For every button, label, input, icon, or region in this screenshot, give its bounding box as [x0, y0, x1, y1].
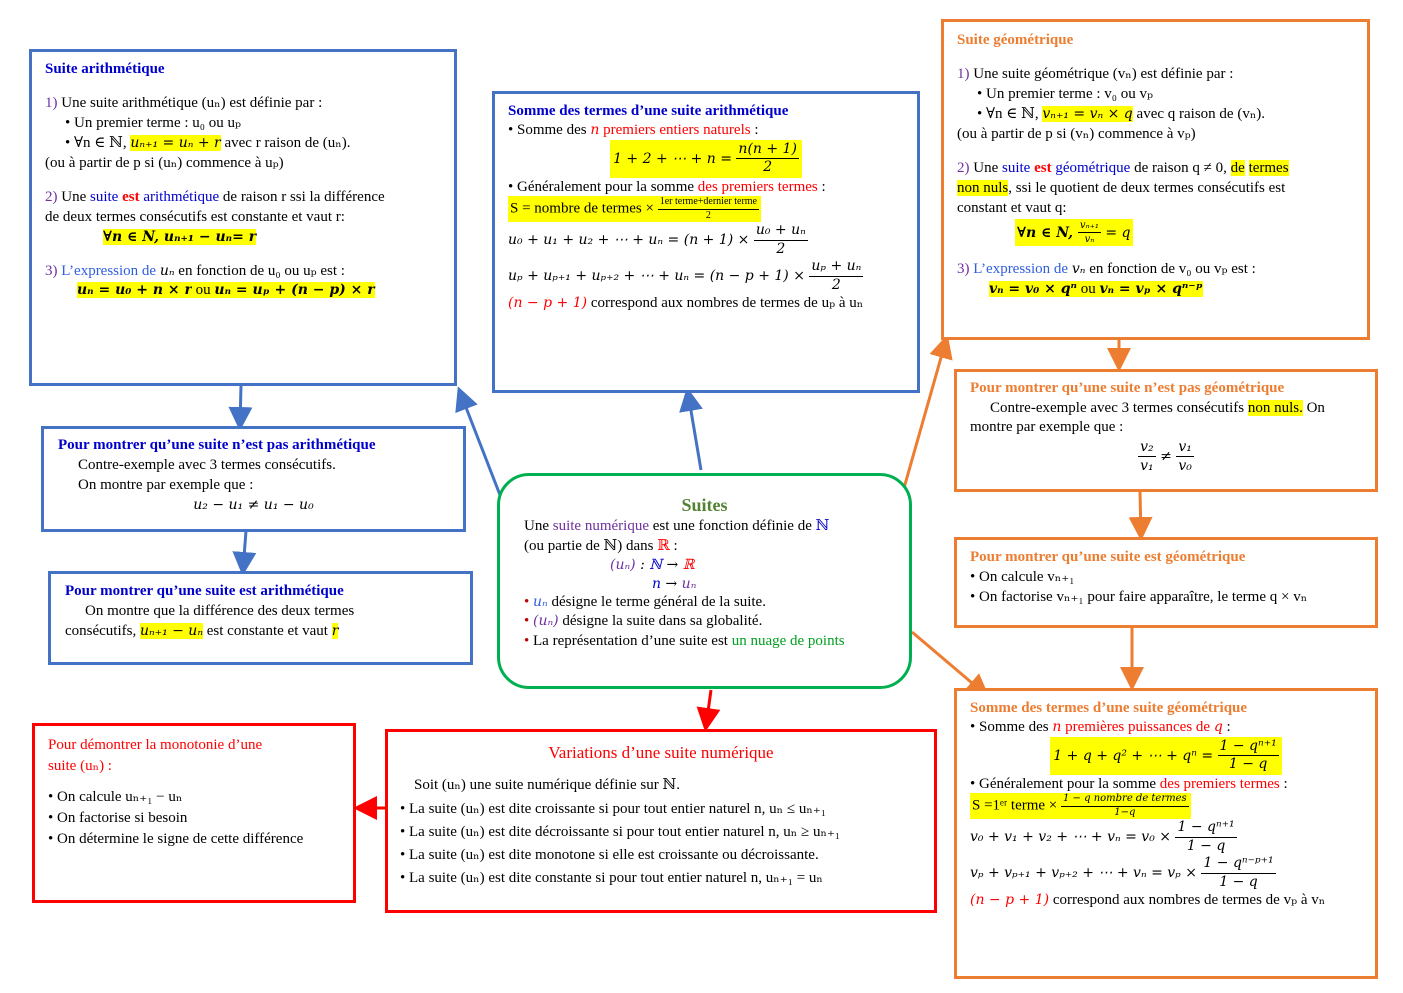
is-arith-l2-pre: consécutifs,	[65, 622, 140, 639]
arrow-not-arith-to-is-arith	[243, 531, 246, 570]
variations-monotone: • La suite (uₙ) est dite monotone si elle est croissante ou décroissante.	[400, 847, 819, 864]
somme-geo-l1-red: premières puissances de	[1061, 718, 1214, 735]
geo-p2-a: Une	[969, 159, 1002, 176]
geo-p2-geo: géométrique	[1055, 159, 1131, 176]
somme-arith-f1-den: 2	[763, 159, 773, 175]
arrow-arith-to-not-arith	[240, 386, 241, 425]
geo-p2-l2	[957, 179, 1354, 199]
arith-note: (ou à partir de p si (uₙ) commence à uₚ)	[45, 154, 284, 171]
arith-first-term	[45, 114, 441, 134]
somme-arith-f2-num: 1er terme+dernier terme	[658, 196, 759, 210]
somme-arith-l1-post: :	[750, 121, 759, 138]
not-geo-den1: v₁	[1140, 457, 1154, 474]
somme-geo-f4-num: 1 − qⁿ⁻ᵖ⁺¹	[1201, 855, 1275, 874]
somme-arith-l1-pre: • Somme des	[508, 121, 591, 138]
suites-map-1	[524, 556, 885, 574]
not-geo-num1: v₂	[1138, 438, 1156, 457]
geo-p3-vn: vₙ	[1071, 261, 1086, 278]
arith-title: Suite arithmétique	[45, 61, 165, 77]
somme-arith-f2	[508, 196, 761, 222]
arrow-not-geo-to-is-geo	[1140, 492, 1141, 535]
not-geo-num2: v₁	[1176, 438, 1194, 457]
suites-b1	[524, 593, 885, 613]
mono-title-l2: suite (uₙ) :	[48, 758, 112, 774]
mono-box	[32, 723, 356, 903]
somme-geo-l5	[970, 891, 1362, 910]
somme-geo-l2-red: des premiers termes	[1159, 775, 1280, 792]
somme-geo-l5-rest: correspond aux nombres de termes de vₚ à vₙ	[1049, 892, 1326, 909]
somme-geo-f1-frac	[1218, 738, 1279, 774]
arith-p2-rest: de raison r ssi la différence	[219, 188, 385, 205]
arith-p3	[45, 262, 441, 282]
geo-box	[941, 19, 1370, 340]
somme-arith-f2-row	[508, 196, 904, 222]
arrow-suites-to-somme-geo	[912, 632, 985, 694]
geo-p2-b: de raison q ≠ 0,	[1130, 159, 1231, 176]
arrow-suites-to-somme-arith	[688, 393, 701, 470]
geo-b2-post: avec q raison de (vₙ).	[1132, 105, 1266, 122]
spacer	[45, 80, 441, 94]
not-geo-l2: montre par exemple que :	[970, 419, 1124, 435]
arith-p2-est: est	[122, 188, 140, 205]
geo-p2-f-num: vₙ₊₁	[1078, 219, 1101, 233]
suites-box	[497, 473, 912, 689]
suites-l2-pre: (ou partie de ℕ) dans	[524, 537, 658, 554]
somme-arith-l2-post: :	[817, 178, 826, 195]
not-arith-formula: u₂ − u₁ ≠ u₁ − u₀	[193, 496, 314, 513]
somme-arith-f4-den: 2	[831, 276, 841, 293]
geo-b2-pre: • ∀n ∈ ℕ,	[977, 105, 1043, 122]
somme-arith-f3-num: u₀ + uₙ	[754, 222, 808, 241]
geo-recurrence	[957, 105, 1354, 125]
somme-arith-l1	[508, 121, 904, 140]
is-geo-box	[954, 537, 1378, 628]
arith-explicit-2: uₙ = uₚ + (n − p) × r	[214, 282, 375, 299]
somme-arith-l2-pre: • Généralement pour la somme	[508, 178, 698, 195]
not-geo-frac-1	[1138, 438, 1156, 475]
arith-p3-un: uₙ	[159, 262, 175, 279]
somme-arith-l5-red: (n − p + 1)	[508, 295, 588, 312]
arith-p3-num: 3)	[45, 262, 58, 279]
somme-arith-f3-frac	[754, 222, 808, 258]
is-arith-r: r	[331, 622, 339, 639]
geo-explicit-1: vₙ = v₀ × qⁿ	[989, 281, 1077, 298]
geo-recurrence-formula: vₙ₊₁ = vₙ × q	[1042, 105, 1133, 122]
somme-geo-f4-row	[970, 855, 1362, 891]
variations-croissante: • La suite (uₙ) est dite croissante si pour tout entier naturel n, uₙ ≤ uₙ₊₁	[400, 800, 826, 817]
somme-geo-l1-post: :	[1222, 718, 1231, 735]
not-geo-frac-2	[1176, 438, 1194, 475]
arith-def-num: 1)	[45, 94, 58, 111]
geo-p2-f-pre: ∀n ∈ N,	[1017, 224, 1078, 241]
geo-p2-suite: suite	[1002, 159, 1031, 176]
geo-p2-formula-row	[957, 219, 1354, 247]
is-arith-l1: On montre que la différence des deux termes	[85, 602, 355, 619]
suites-l1-N: ℕ	[815, 518, 830, 535]
geo-p2-frac	[1078, 219, 1101, 247]
not-geo-neq: ≠	[1155, 448, 1177, 465]
suites-m1-a: (uₙ)	[610, 557, 636, 574]
geo-p3	[957, 260, 1354, 280]
suites-l1	[524, 517, 885, 537]
not-geo-title: Pour montrer qu’une suite n’est pas géométrique	[970, 380, 1285, 396]
somme-geo-f4-den: 1 − q	[1219, 873, 1258, 890]
suites-l1-pre: Une	[524, 518, 553, 535]
geo-p2-l2-rest: , ssi le quotient de deux termes consécutifs est	[1008, 179, 1286, 196]
geo-p1	[957, 65, 1354, 85]
suites-m1-b: :	[635, 557, 650, 574]
somme-geo-f3-frac	[1175, 819, 1236, 855]
arrow-suites-to-variations	[706, 690, 711, 726]
suites-map-2	[524, 575, 885, 593]
variations-l0: Soit (uₙ) une suite numérique définie sur ℕ.	[414, 777, 680, 794]
suites-b3	[524, 632, 885, 652]
geo-p3-a: L’expression de	[969, 261, 1072, 278]
mono-l3: • On détermine le signe de cette différence	[48, 831, 304, 847]
arith-b2-post: avec r raison de (uₙ).	[220, 134, 351, 151]
not-arith-box	[41, 426, 466, 532]
suites-l2	[524, 537, 885, 557]
variations-decroissante: • La suite (uₙ) est dite décroissante si pour tout entier naturel n, uₙ ≥ uₙ₊₁	[400, 823, 841, 840]
geo-explicit-2: vₙ = vₚ × qⁿ⁻ᵖ	[1099, 281, 1203, 298]
arith-p3-rest: en fonction de u₀ ou uₚ est :	[174, 262, 345, 279]
geo-p2-formula	[1015, 219, 1133, 247]
mono-title-l1: Pour démontrer la monotonie d’une	[48, 737, 263, 753]
somme-geo-f2-lhs: S =1ᵉʳ terme ×	[972, 797, 1062, 814]
somme-geo-title: Somme des termes d’une suite géométrique	[970, 700, 1248, 716]
somme-arith-f3-lhs: u₀ + u₁ + u₂ + ⋯ + uₙ = (n + 1) ×	[508, 232, 754, 249]
somme-geo-f1-den: 1 − q	[1228, 756, 1268, 772]
geo-p2-nonnuls: non nuls	[957, 179, 1009, 196]
not-geo-den2: v₀	[1178, 457, 1192, 474]
suites-m2-arrow: →	[661, 575, 682, 592]
arith-p2-formula: ∀n ∈ N, uₙ₊₁ − uₙ= r	[103, 228, 257, 245]
is-arith-l2	[65, 622, 456, 642]
suites-m1-arrow: →	[662, 557, 683, 574]
somme-geo-f1-row	[970, 737, 1362, 775]
arith-p2-num: 2)	[45, 188, 58, 205]
somme-arith-l1-red: premiers entiers naturels	[599, 121, 751, 138]
somme-geo-f4-lhs: vₚ + vₚ₊₁ + vₚ₊₂ + ⋯ + vₙ = vₚ ×	[970, 865, 1202, 882]
somme-arith-f4-row	[508, 258, 904, 294]
somme-arith-l2-red: des premiers termes	[697, 178, 818, 195]
is-arith-difference: uₙ₊₁ − uₙ	[139, 622, 203, 639]
geo-ou: ou	[1076, 281, 1100, 298]
somme-geo-f3-num: 1 − qⁿ⁺¹	[1175, 819, 1236, 838]
somme-arith-f1-frac	[736, 141, 799, 177]
arrow-suites-to-arith	[460, 392, 500, 495]
suites-b3-pre: La représentation d’une suite est	[533, 632, 732, 649]
suites-b1-un: uₙ	[533, 593, 548, 610]
arith-def	[45, 94, 441, 114]
spacer	[45, 174, 441, 188]
is-arith-box	[48, 571, 473, 665]
somme-geo-l2-pre: • Généralement pour la somme	[970, 775, 1160, 792]
suites-b2-rest: désigne la suite dans sa globalité.	[558, 613, 763, 630]
geo-p3-formulas	[957, 280, 1354, 300]
somme-geo-f4-frac	[1201, 855, 1275, 891]
somme-geo-box	[954, 688, 1378, 979]
geo-p3-num: 3)	[957, 261, 970, 278]
somme-geo-f1-lhs: 1 + q + q² + ⋯ + qⁿ =	[1053, 747, 1218, 764]
somme-geo-f3-row	[970, 819, 1362, 855]
arith-p2-a: Une	[57, 188, 90, 205]
is-geo-l1: • On calcule vₙ₊₁	[970, 568, 1075, 585]
arith-p2-arith: arithmétique	[143, 188, 220, 205]
geo-p2-f-post: = q	[1100, 224, 1131, 241]
spacer	[957, 246, 1354, 260]
is-arith-title: Pour montrer qu’une suite est arithmétique	[65, 583, 344, 599]
somme-arith-f4-lhs: uₚ + uₚ₊₁ + uₚ₊₂ + ⋯ + uₙ = (n − p + 1) ×	[508, 268, 810, 285]
suites-b2-un: (uₙ)	[533, 613, 559, 630]
suites-m2-n: n	[652, 575, 662, 592]
somme-arith-f2-den: 2	[705, 209, 711, 221]
geo-p3-rest: en fonction de v₀ ou vₚ est :	[1085, 261, 1256, 278]
arith-p2	[45, 188, 441, 208]
variations-box	[385, 729, 937, 913]
arith-explicit-1: uₙ = u₀ + n × r	[77, 282, 192, 299]
geo-p2-termes: termes	[1248, 159, 1289, 176]
somme-arith-f1-num: n(n + 1)	[736, 141, 799, 160]
somme-arith-l2	[508, 178, 904, 197]
somme-arith-f2-lhs: S = nombre de termes ×	[510, 200, 658, 217]
arith-p2-line2: de deux termes consécutifs est constante et vaut r:	[45, 208, 345, 225]
somme-arith-box	[492, 91, 920, 393]
somme-arith-f3-den: 2	[776, 240, 786, 257]
geo-note: (ou à partir de p si (vₙ) commence à vₚ)	[957, 125, 1196, 142]
somme-geo-f2	[970, 793, 1191, 819]
somme-arith-f3-row	[508, 222, 904, 258]
not-arith-l2: On montre par exemple que :	[78, 476, 254, 493]
geo-p1-text: Une suite géométrique (vₙ) est définie par :	[969, 65, 1234, 82]
spacer	[400, 766, 922, 774]
is-arith-l2-mid: est constante et vaut	[203, 622, 332, 639]
not-geo-l1-pre: Contre-exemple avec 3 termes consécutifs	[990, 399, 1248, 416]
somme-arith-f1-lhs: 1 + 2 + ⋯ + n =	[613, 150, 737, 167]
somme-arith-f4-frac	[809, 258, 863, 294]
geo-p2-f-den: vₙ	[1084, 233, 1095, 245]
suites-m1-N: ℕ	[649, 557, 663, 574]
spacer	[957, 145, 1354, 159]
suites-b3-green: un nuage de points	[731, 632, 845, 649]
geo-p2-num: 2)	[957, 159, 970, 176]
not-arith-l1: Contre-exemple avec 3 termes consécutifs.	[78, 456, 336, 473]
geo-p1-num: 1)	[957, 65, 970, 82]
suites-b1-rest: désigne le terme général de la suite.	[547, 593, 766, 610]
arith-p3-a: L’expression de	[57, 262, 160, 279]
somme-geo-f2-num: 1 − q nombre de termes	[1061, 793, 1189, 807]
not-geo-box	[954, 369, 1378, 492]
somme-arith-f1-row	[508, 140, 904, 178]
geo-p2-est: est	[1034, 159, 1052, 176]
not-geo-l1	[970, 399, 1362, 419]
arith-recurrence	[45, 134, 441, 154]
arith-def-text: Une suite arithmétique (uₙ) est définie par :	[57, 94, 323, 111]
not-geo-l1-post: On	[1302, 399, 1325, 416]
somme-geo-l2	[970, 775, 1362, 794]
arith-ou: ou	[191, 282, 215, 299]
somme-geo-l1-n: n	[1052, 718, 1062, 735]
arith-p3-formulas	[45, 281, 441, 301]
variations-constante: • La suite (uₙ) est dite constante si pour tout entier naturel n, uₙ₊₁ = uₙ	[400, 870, 823, 887]
suites-l1-mid: est une fonction définie de	[648, 518, 816, 535]
somme-arith-title: Somme des termes d’une suite arithmétique	[508, 103, 789, 119]
somme-geo-f3-den: 1 − q	[1186, 837, 1226, 854]
somme-arith-f1	[610, 140, 802, 178]
geo-b1: • Un premier terme : v₀ ou vₚ	[977, 85, 1154, 102]
somme-geo-l2-post: :	[1279, 775, 1288, 792]
spacer	[48, 777, 340, 787]
not-arith-title: Pour montrer qu’une suite n’est pas arithmétique	[58, 437, 376, 453]
suites-m1-R: ℝ	[682, 557, 695, 574]
somme-geo-f2-den: 1−q	[1114, 806, 1136, 818]
arith-b1: • Un premier terme : u₀ ou uₚ	[65, 114, 242, 131]
suites-m2-un: uₙ	[681, 575, 697, 592]
arith-recurrence-formula: uₙ₊₁ = uₙ + r	[130, 134, 221, 151]
somme-geo-f1-num: 1 − qⁿ⁺¹	[1218, 738, 1279, 757]
somme-geo-f2-frac	[1061, 793, 1189, 819]
is-geo-l2: • On factorise vₙ₊₁ pour faire apparaître, le terme q × vₙ	[970, 588, 1308, 605]
somme-geo-l1	[970, 718, 1362, 737]
geo-title: Suite géométrique	[957, 32, 1074, 48]
somme-geo-l1-q: q	[1213, 718, 1223, 735]
suites-b2-dot: •	[524, 613, 534, 630]
somme-geo-l5-red: (n − p + 1)	[970, 892, 1050, 909]
geo-p2	[957, 159, 1354, 179]
arith-box	[29, 49, 457, 386]
arith-p2-formula-row	[45, 228, 441, 248]
mono-l1: • On calcule uₙ₊₁ − uₙ	[48, 789, 183, 805]
variations-title: Variations d’une suite numérique	[548, 743, 774, 762]
is-geo-title: Pour montrer qu’une suite est géométrique	[970, 549, 1246, 565]
suites-l2-R: ℝ	[657, 537, 670, 554]
arith-b2-pre: • ∀n ∈ ℕ,	[65, 134, 131, 151]
not-geo-l1-hl: non nuls.	[1247, 399, 1303, 416]
not-geo-formula	[970, 438, 1362, 475]
geo-p2-l3: constant et vaut q:	[957, 199, 1067, 216]
somme-geo-l1-pre: • Somme des	[970, 718, 1053, 735]
arith-p2-suite: suite	[90, 188, 119, 205]
mono-l2: • On factorise si besoin	[48, 810, 188, 826]
somme-arith-l5-rest: correspond aux nombres de termes de uₚ à uₙ	[587, 295, 864, 312]
suites-b2	[524, 612, 885, 632]
somme-arith-f4-num: uₚ + uₙ	[809, 258, 863, 277]
somme-geo-f2-row	[970, 793, 1362, 819]
somme-geo-f3-lhs: v₀ + v₁ + v₂ + ⋯ + vₙ = v₀ ×	[970, 829, 1176, 846]
suites-l1-purple: suite numérique	[552, 518, 649, 535]
spacer	[45, 248, 441, 262]
suites-b3-dot: •	[524, 632, 534, 649]
geo-p2-de: de	[1230, 159, 1245, 176]
suites-title: Suites	[681, 495, 728, 515]
suites-l2-post: :	[669, 537, 678, 554]
somme-arith-f2-frac	[658, 196, 759, 222]
somme-arith-l1-n: n	[590, 121, 600, 138]
somme-arith-l5	[508, 294, 904, 313]
somme-geo-f1	[1050, 737, 1281, 775]
suites-b1-dot: •	[524, 593, 534, 610]
spacer	[957, 51, 1354, 65]
